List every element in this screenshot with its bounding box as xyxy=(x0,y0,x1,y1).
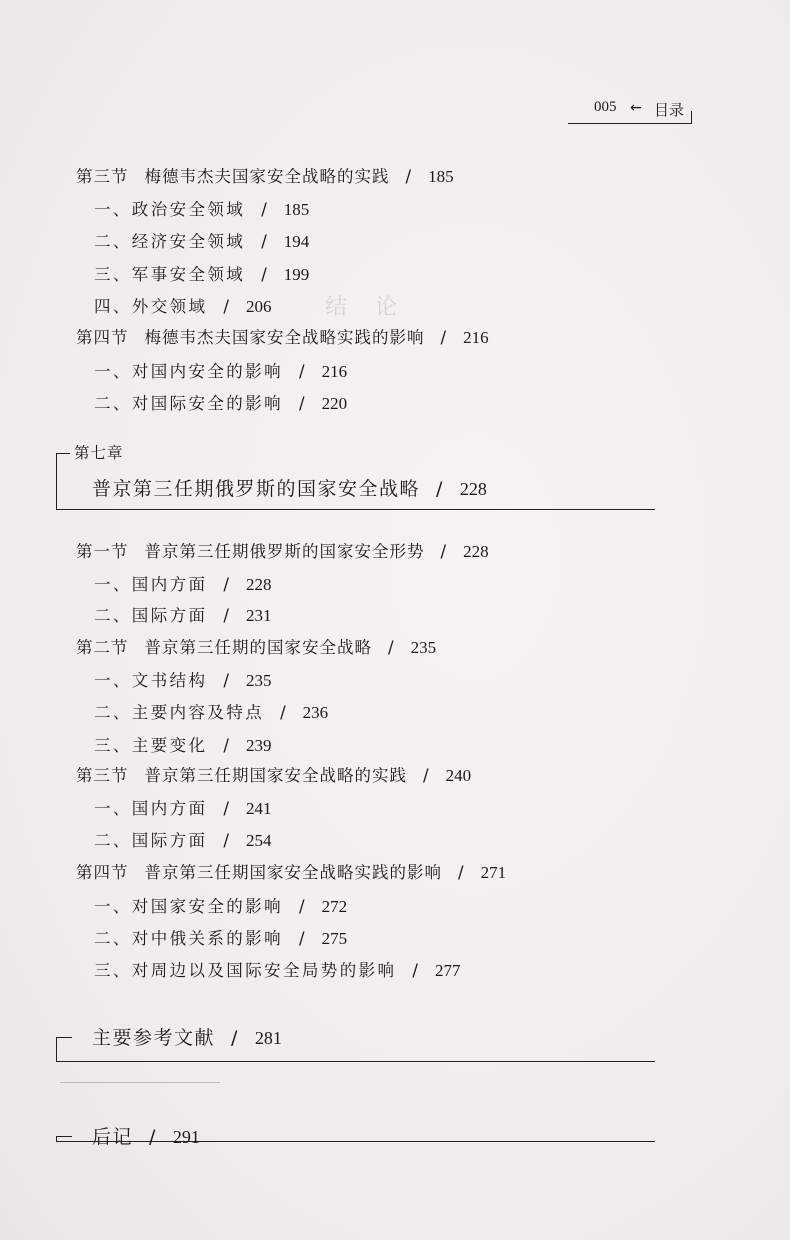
separator: / xyxy=(458,863,465,882)
separator: / xyxy=(388,638,395,657)
header-rule xyxy=(568,123,692,124)
references-entry[interactable] xyxy=(92,1023,282,1050)
afterword-entry[interactable] xyxy=(92,1122,200,1149)
section-title: 普京第三任期国家安全战略的实践 xyxy=(144,766,407,785)
separator: / xyxy=(423,766,430,785)
toc-item[interactable] xyxy=(94,199,309,221)
chapter-label: 第七章 xyxy=(74,444,124,462)
section-title: 普京第三任期国家安全战略实践的影响 xyxy=(144,863,442,882)
section-label: 第三节 xyxy=(76,766,129,785)
page-number: 254 xyxy=(245,831,272,850)
separator: / xyxy=(299,362,306,381)
item-title: 四、外交领域 xyxy=(94,297,208,316)
header-arrow-icon: ← xyxy=(630,100,642,116)
toc-item[interactable] xyxy=(94,670,271,692)
toc-item[interactable] xyxy=(94,960,460,982)
chapter-title: 普京第三任期俄罗斯的国家安全战略 xyxy=(92,478,421,500)
separator: / xyxy=(149,1126,157,1148)
toc-section[interactable] xyxy=(76,166,454,188)
toc-section[interactable] xyxy=(76,541,489,563)
toc-section[interactable] xyxy=(76,765,471,787)
separator: / xyxy=(223,831,230,850)
separator: / xyxy=(261,232,268,251)
page-number: 206 xyxy=(245,297,272,316)
page-number: 216 xyxy=(321,362,348,381)
separator: / xyxy=(299,897,306,916)
separator: / xyxy=(440,328,448,347)
chapter-frame-tick xyxy=(56,453,70,454)
separator: / xyxy=(440,542,448,561)
header-page-number: 005 xyxy=(594,99,617,115)
toc-item[interactable] xyxy=(94,928,347,950)
item-title: 一、国内方面 xyxy=(94,575,208,594)
page-number: 220 xyxy=(321,394,348,413)
page-number: 235 xyxy=(245,671,272,690)
separator: / xyxy=(223,297,230,316)
page-number: 228 xyxy=(459,479,487,499)
separator: / xyxy=(223,671,230,690)
item-title: 二、经济安全领域 xyxy=(94,232,246,251)
item-title: 一、文书结构 xyxy=(94,671,208,690)
separator: / xyxy=(299,394,306,413)
item-title: 二、对中俄关系的影响 xyxy=(94,929,283,948)
section-title: 梅德韦杰夫国家安全战略的实践 xyxy=(144,167,390,186)
page-number: 216 xyxy=(463,328,489,347)
separator: / xyxy=(261,265,268,284)
page-number: 281 xyxy=(254,1028,282,1048)
item-title: 三、主要变化 xyxy=(94,736,208,755)
toc-item[interactable] xyxy=(94,361,347,383)
toc-item[interactable] xyxy=(94,231,309,253)
section-label: 第二节 xyxy=(76,638,129,657)
section-label: 第四节 xyxy=(76,863,129,882)
page-number: 185 xyxy=(428,167,454,186)
toc-section[interactable] xyxy=(76,862,506,884)
page-number: 231 xyxy=(245,606,272,625)
separator: / xyxy=(436,478,444,500)
page-number: 241 xyxy=(245,799,272,818)
page-number: 199 xyxy=(283,265,310,284)
chapter-title-line[interactable] xyxy=(92,474,487,501)
separator: / xyxy=(261,200,268,219)
section-label: 第四节 xyxy=(76,328,129,347)
toc-section[interactable] xyxy=(76,637,436,659)
page-number: 228 xyxy=(463,542,489,561)
header-rule-tick xyxy=(691,111,692,123)
toc-item[interactable] xyxy=(94,574,271,596)
toc-item[interactable] xyxy=(94,605,271,627)
separator: / xyxy=(223,799,230,818)
toc-item[interactable] xyxy=(94,798,271,820)
toc-item[interactable] xyxy=(94,702,328,724)
references-frame-tick xyxy=(56,1037,72,1038)
section-label: 第一节 xyxy=(76,542,129,561)
toc-item[interactable] xyxy=(94,264,309,286)
item-title: 二、国际方面 xyxy=(94,831,208,850)
page-number: 271 xyxy=(480,863,507,882)
bleed-through-heading: 结论 xyxy=(325,295,426,320)
section-title: 普京第三任期俄罗斯的国家安全形势 xyxy=(144,542,425,561)
item-title: 二、对国际安全的影响 xyxy=(94,394,283,413)
separator: / xyxy=(280,703,287,722)
item-title: 三、对周边以及国际安全局势的影响 xyxy=(94,961,397,980)
item-title: 三、军事安全领域 xyxy=(94,265,246,284)
page-number: 185 xyxy=(283,200,310,219)
page-number: 272 xyxy=(321,897,348,916)
toc-item[interactable] xyxy=(94,393,347,415)
item-title: 一、对国家安全的影响 xyxy=(94,897,283,916)
item-title: 一、国内方面 xyxy=(94,799,208,818)
toc-item[interactable] xyxy=(94,296,271,318)
separator: / xyxy=(231,1027,239,1049)
toc-item[interactable] xyxy=(94,830,271,852)
section-label: 第三节 xyxy=(76,167,129,186)
item-title: 二、国际方面 xyxy=(94,606,208,625)
page-number: 236 xyxy=(302,703,329,722)
page-number: 277 xyxy=(434,961,461,980)
header-title: 目录 xyxy=(654,101,685,119)
afterword-frame-tick xyxy=(56,1136,72,1137)
page-number: 228 xyxy=(245,575,272,594)
separator: / xyxy=(299,929,306,948)
page-number: 240 xyxy=(445,766,472,785)
toc-item[interactable] xyxy=(94,735,271,757)
separator: / xyxy=(412,961,419,980)
separator: / xyxy=(223,606,230,625)
afterword-title: 后记 xyxy=(92,1126,134,1148)
separator: / xyxy=(223,575,230,594)
page-number: 239 xyxy=(245,736,272,755)
section-title: 普京第三任期的国家安全战略 xyxy=(144,638,372,657)
footnote-rule xyxy=(60,1082,220,1083)
separator: / xyxy=(405,167,413,186)
item-title: 一、政治安全领域 xyxy=(94,200,246,219)
section-title: 梅德韦杰夫国家安全战略实践的影响 xyxy=(144,328,425,347)
page-number: 291 xyxy=(172,1127,200,1147)
toc-item[interactable] xyxy=(94,896,347,918)
separator: / xyxy=(223,736,230,755)
item-title: 二、主要内容及特点 xyxy=(94,703,265,722)
item-title: 一、对国内安全的影响 xyxy=(94,362,283,381)
page-number: 275 xyxy=(321,929,348,948)
references-title: 主要参考文献 xyxy=(92,1027,216,1049)
page-number: 194 xyxy=(283,232,310,251)
toc-section[interactable] xyxy=(76,327,489,349)
page-number: 235 xyxy=(410,638,437,657)
